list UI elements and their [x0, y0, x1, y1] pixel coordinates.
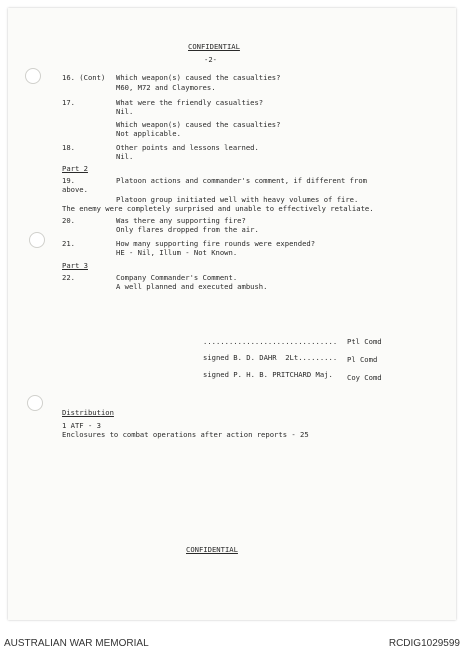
signature-role-ptl: Ptl Comd	[347, 337, 382, 346]
item-22-question: Company Commander's Comment.	[116, 273, 238, 282]
item-17-answer: Nil.	[116, 107, 134, 116]
item-21-answer: HE - Nil, Illum - Not Known.	[116, 248, 238, 257]
signature-role-pl: Pl Comd	[347, 355, 378, 364]
distribution-line-1: 1 ATF - 3	[62, 421, 101, 430]
item-17b-question: Which weapon(s) caused the casualties?	[116, 120, 281, 129]
signature-line-pl: signed B. D. DAHR 2Lt.........	[203, 353, 338, 362]
item-17b-answer: Not applicable.	[116, 129, 181, 138]
archive-name: AUSTRALIAN WAR MEMORIAL	[4, 638, 149, 649]
item-17-number: 17.	[62, 98, 75, 107]
item-22-number: 22.	[62, 273, 75, 282]
item-18-number: 18.	[62, 143, 75, 152]
item-21-question: How many supporting fire rounds were expended?	[116, 239, 316, 248]
punch-hole	[27, 395, 43, 411]
item-19-question: Platoon actions and commander's comment, if different from	[116, 176, 367, 185]
archive-footer	[0, 632, 466, 654]
signature-line-coy: signed P. H. B. PRITCHARD Maj.	[203, 370, 333, 379]
item-22-answer: A well planned and executed ambush.	[116, 282, 268, 291]
item-19-number: 19.	[62, 176, 75, 185]
item-16-answer: M60, M72 and Claymores.	[116, 83, 216, 92]
item-21-number: 21.	[62, 239, 75, 248]
item-18-question: Other points and lessons learned.	[116, 143, 259, 152]
punch-hole	[25, 68, 41, 84]
punch-hole	[29, 232, 45, 248]
item-16-number: 16. (Cont)	[62, 73, 106, 82]
item-16-question: Which weapon(s) caused the casualties?	[116, 73, 281, 82]
distribution-line-2: Enclosures to combat operations after action reports - 25	[62, 430, 309, 439]
item-19-answer: Platoon group initiated well with heavy volumes of fire.	[116, 195, 359, 204]
header-classification: CONFIDENTIAL	[188, 42, 240, 51]
item-19-question-cont: above.	[62, 185, 88, 194]
item-20-answer: Only flares dropped from the air.	[116, 225, 259, 234]
footer-classification: CONFIDENTIAL	[186, 545, 238, 554]
item-17-question: What were the friendly casualties?	[116, 98, 264, 107]
part-3-heading: Part 3	[62, 261, 88, 270]
distribution-heading: Distribution	[62, 408, 114, 417]
item-18-answer: Nil.	[116, 152, 134, 161]
archive-id: RCDIG1029599	[388, 638, 460, 649]
item-20-question: Was there any supporting fire?	[116, 216, 246, 225]
part-2-heading: Part 2	[62, 164, 88, 173]
page-number: -2-	[204, 55, 217, 64]
item-20-number: 20.	[62, 216, 75, 225]
signature-role-coy: Coy Comd	[347, 373, 382, 382]
item-19-answer-cont: The enemy were completely surprised and unable to effectively retaliate.	[62, 204, 374, 213]
signature-line-ptl: ...............................	[203, 337, 338, 346]
